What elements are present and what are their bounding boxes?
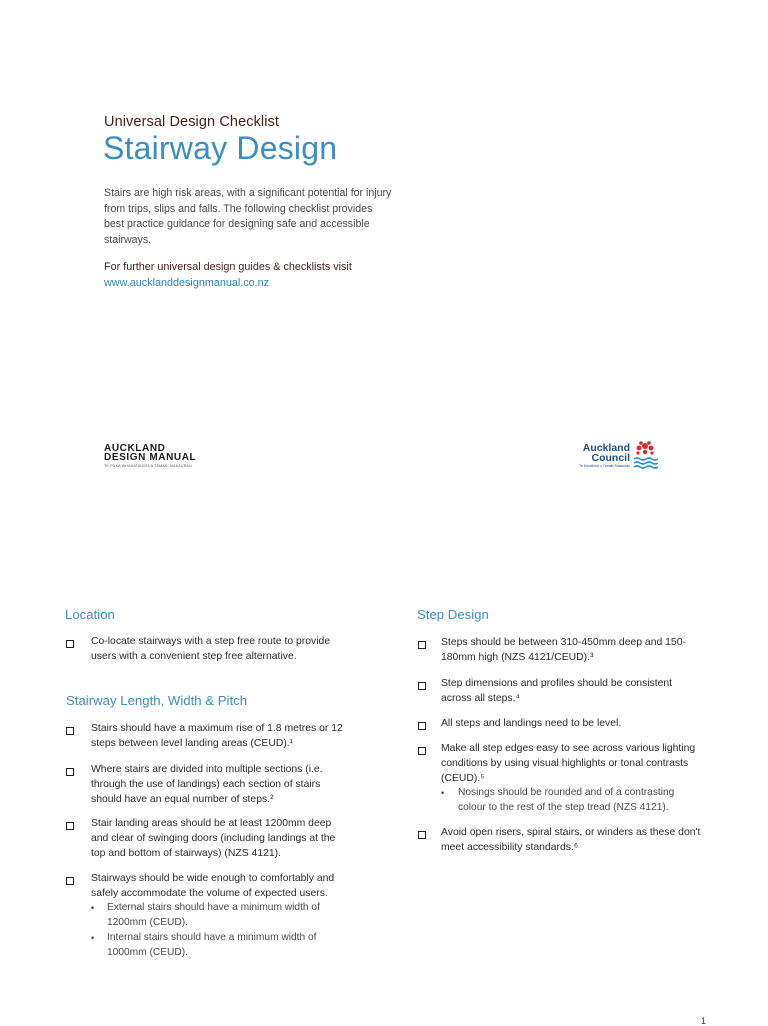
step-design-heading: Step Design [417, 607, 489, 622]
stairway-length-heading: Stairway Length, Width & Pitch [66, 693, 248, 708]
auckland-design-manual-logo: AUCKLAND DESIGN MANUAL TE PUKA WHAKATAUIRA A TĀMAKI MAKAURAU [104, 443, 197, 468]
checkbox[interactable] [66, 768, 74, 776]
checklist-item[interactable]: Stairs should have a maximum rise of 1.8 metres or 12 steps between level landing areas (CEUD).¹ [65, 722, 365, 754]
checklist-item[interactable]: Step dimensions and profiles should be consistent across all steps.⁴ [417, 677, 717, 709]
checkbox[interactable] [418, 682, 426, 690]
checklist-item[interactable]: Stair landing areas should be at least 1200mm deep and clear of swinging doors (including landings at the top and bottom of stairways) (NZS 4121). [65, 817, 365, 863]
checklist-item[interactable]: Steps should be between 310-450mm deep and 150-180mm high (NZS 4121/CEUD).³ [417, 636, 717, 668]
checkbox[interactable] [418, 831, 426, 839]
website-link[interactable]: www.aucklanddesignmanual.co.nz [104, 277, 270, 289]
checklist-item[interactable]: Where stairs are divided into multiple sections (i.e. through the use of landings) each section of stairs should have an equal number of steps.² [65, 763, 365, 809]
document-title: Stairway Design [103, 130, 338, 166]
pohutukawa-mark-icon [632, 440, 658, 470]
checklist-item[interactable]: Avoid open risers, spiral stairs, or winders as these don't meet accessibility standards.⁶ [417, 826, 717, 858]
bullet-icon: • [91, 903, 95, 913]
checkbox[interactable] [66, 727, 74, 735]
checkbox[interactable] [418, 641, 426, 649]
bullet-icon: • [441, 788, 445, 798]
document-kicker: Universal Design Checklist [104, 114, 280, 130]
sub-list-item: • External stairs should have a minimum width of 1200mm (CEUD). [91, 902, 320, 928]
location-heading: Location [65, 607, 115, 622]
page-number: 1 [700, 1016, 706, 1026]
bullet-icon: • [91, 933, 95, 943]
checklist-item[interactable]: Make all step edges easy to see across various lighting conditions by using visual highlights or tonal contrasts (CEUD).⁵ [417, 742, 717, 788]
checklist-item[interactable]: Stairways should be wide enough to comfortably and safely accommodate the volume of expected users. [65, 872, 365, 904]
checkbox[interactable] [66, 640, 74, 648]
further-info-text: For further universal design guides & checklists visit [104, 261, 352, 273]
sub-list-item: • Internal stairs should have a minimum width of 1000mm (CEUD). [91, 932, 317, 958]
checklist-item[interactable]: Co-locate stairways with a step free route to provide users with a convenient step free alternative. [65, 635, 365, 667]
checkbox[interactable] [418, 747, 426, 755]
intro-paragraph: Stairs are high risk areas, with a significant potential for injury from trips, slips and falls. The following checklist provides best practice guidance for designing safe and accessible stairways. [104, 187, 392, 246]
checkbox[interactable] [66, 822, 74, 830]
checklist-item[interactable]: All steps and landings need to be level. [417, 717, 717, 735]
checkbox[interactable] [66, 877, 74, 885]
checkbox[interactable] [418, 722, 426, 730]
sub-list-item: • Nosings should be rounded and of a contrasting colour to the rest of the step tread (NZS 4121). [441, 787, 675, 813]
auckland-council-logo: Auckland Council Te Kaunihera o Tāmaki Makaurau [574, 440, 660, 470]
